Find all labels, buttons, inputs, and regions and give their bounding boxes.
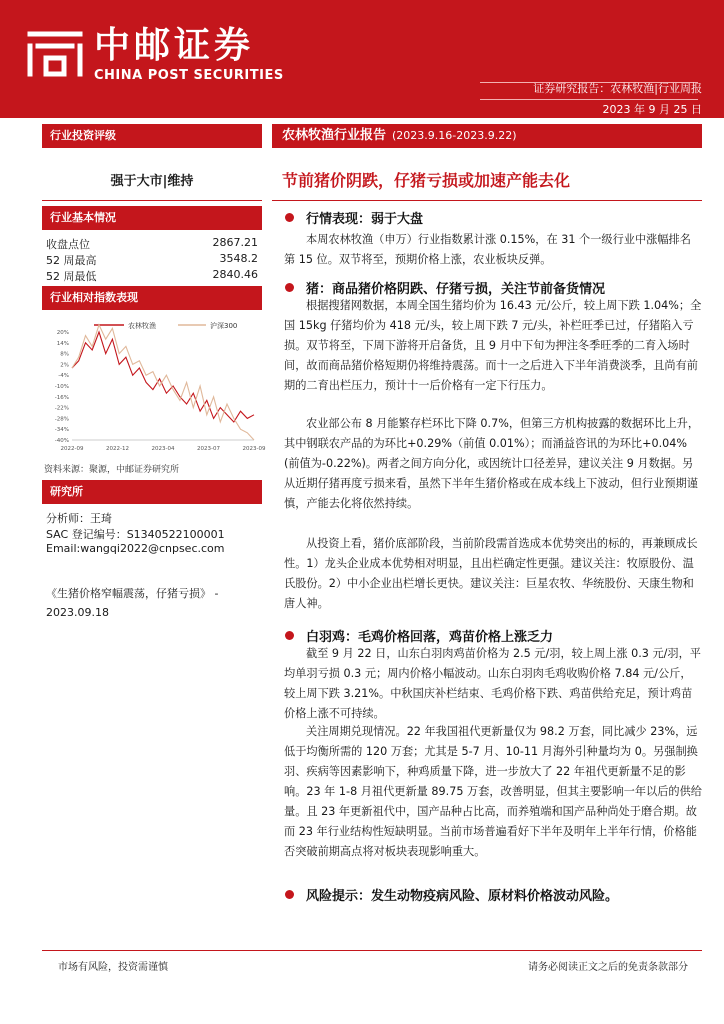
rating-value: 强于大市|维持 bbox=[110, 174, 194, 189]
footer-disclaimer-note: 请务必阅读正文之后的免责条款部分 bbox=[528, 962, 688, 973]
section-paragraph: 截至 9 月 22 日，山东白羽肉鸡苗价格为 2.5 元/羽，较上周上涨 0.3 元/羽，平均单羽亏损 0.3 元；周内价格小幅波动。山东白羽肉毛鸡收购价格 7.84 元/公斤，较上周下跌 3.21%。中秋国庆补栏结束、毛鸡价格下跌、鸡苗供给充足，预计鸡苗价格上涨不可持续。 bbox=[284, 647, 701, 720]
basics-row bbox=[46, 268, 258, 284]
report-title: 农林牧渔行业报告 bbox=[282, 128, 387, 143]
y-tick-label: -22% bbox=[54, 405, 69, 412]
china-post-logo-icon bbox=[24, 22, 86, 84]
section-bullet-icon bbox=[285, 631, 294, 640]
x-tick-label: 2023-09 bbox=[242, 446, 266, 452]
report-title-bar bbox=[272, 124, 702, 148]
section-paragraph: 关注周期兑现情况。22 年我国祖代更新量仅为 98.2 万套，同比减少 23%，远低于均衡所需的 120 万套；尤其是 5-7 月、10-11 月海外引种量均为 0。另强制换羽、疾病等因素影响下，种鸡质量下降，进一步放大了 22 年祖代更新量不足的影响。23 年 1-8 月祖代更新量 89.75 万套，改善明显，但其主要影响一年以后的供给量。且 23 年更新祖代中，国产品种占比高，而养殖端和国产品种尚处于磨合期。故而 23 年行业结构性短缺明显。当前市场普遍看好下半年及明年上半年行情，价格能否突破前期高点将对板块表现影响重大。 bbox=[284, 725, 702, 858]
headline-divider bbox=[272, 200, 702, 201]
y-tick-label: -4% bbox=[58, 373, 69, 380]
section-title-pig: 猪：商品猪价格阴跌、仔猪亏损，关注节前备货情况 bbox=[306, 282, 606, 297]
y-tick-label: -40% bbox=[54, 438, 69, 444]
chart-legend bbox=[94, 321, 237, 330]
x-tick-label: 2023-04 bbox=[151, 446, 175, 452]
x-tick-label: 2023-07 bbox=[197, 446, 220, 452]
research-section-title: 研究所 bbox=[42, 480, 262, 504]
section-title-market: 行情表现：弱于大盘 bbox=[306, 212, 424, 227]
basics-value: 2867.21 bbox=[212, 236, 258, 249]
report-range: (2023.9.16-2023.9.22) bbox=[392, 129, 517, 142]
y-tick-label: 14% bbox=[56, 340, 69, 347]
basics-value: 2840.46 bbox=[212, 268, 258, 281]
report-header bbox=[0, 0, 724, 118]
section-paragraph: 根据搜猪网数据，本周全国生猪均价为 16.43 元/公斤，较上周下跌 1.04%；全国 15kg 仔猪均价为 418 元/头，较上周下跌 7 元/头，补栏旺季已过，仔猪陷入亏损。双节将至，下周下游将开启备货，且 9 月中下旬为押注冬季旺季的二育入场时间，故而商品猪价格短期仍将维持震荡。而十一之后进入下半年消费淡季，且尚有前期的二育出栏压力，预计十一后价格有一定下行压力。 bbox=[284, 299, 702, 392]
chart-series bbox=[72, 325, 254, 440]
brand-name-cn: 中邮证券 bbox=[94, 25, 255, 66]
chart-source: 资料来源：聚源，中邮证券研究所 bbox=[44, 465, 180, 475]
section-title-broiler: 白羽鸡：毛鸡价格回落，鸡苗价格上涨乏力 bbox=[306, 630, 554, 645]
analyst-name: 分析师：王琦 bbox=[46, 512, 112, 525]
report-date: 2023 年 9 月 25 日 bbox=[602, 103, 702, 116]
y-tick-label: 8% bbox=[60, 351, 69, 358]
analyst-sac: SAC 登记编号：S1340522100001 bbox=[46, 528, 225, 541]
legend-label-hs300: 沪深300 bbox=[210, 322, 238, 330]
basics-label: 收盘点位 bbox=[46, 238, 90, 251]
section-divider bbox=[42, 200, 262, 201]
analyst-email[interactable]: Email:wangqi2022@cnpsec.com bbox=[46, 542, 225, 555]
footer-risk-note: 市场有风险，投资需谨慎 bbox=[58, 962, 168, 973]
x-tick-label: 2022-12 bbox=[106, 446, 129, 452]
chart-x-axis bbox=[61, 446, 266, 452]
y-tick-label: 2% bbox=[60, 362, 69, 369]
basics-label: 52 周最高 bbox=[46, 254, 97, 267]
section-title-risk: 风险提示：发生动物疫病风险、原材料价格波动风险。 bbox=[306, 889, 619, 904]
chart-y-axis bbox=[55, 330, 69, 444]
related-report[interactable]: 《生猪价格窄幅震荡，仔猪亏损》 - 2023.09.18 bbox=[46, 587, 219, 619]
brand-name-en: CHINA POST SECURITIES bbox=[94, 68, 284, 83]
footer-divider bbox=[42, 950, 702, 951]
series-line-hs300 bbox=[72, 325, 254, 440]
y-tick-label: -28% bbox=[54, 416, 69, 423]
section-paragraph: 农业部公布 8 月能繁存栏环比下降 0.7%，但第三方机构披露的数据环比上升，其中钢联农产品的为环比+0.29%（前值 0.01%）；而涌益咨讯的为环比+0.04%(前值为-0.22%)。两者之间方向分化，或因统计口径差异，建议关注 9 月数据。另从近期仔猪再度亏损来看，虽然下半年生猪价格或在成本线上下波动，但行业预期谨慎，产能去化将依然持续。 bbox=[284, 417, 700, 510]
section-paragraph: 从投资上看，猪价底部阶段，当前阶段需首选成本优势突出的标的，再兼顾成长性。1）龙头企业成本优势相对明显，且出栏确定性更强。建议关注：牧原股份、温氏股份。2）中小企业出栏增长更快。建议关注：巨星农牧、华统股份、天康生物和唐人神。 bbox=[284, 537, 698, 610]
section-bullet-icon bbox=[285, 890, 294, 899]
section-paragraph: 本周农林牧渔（申万）行业指数累计涨 0.15%，在 31 个一级行业中涨幅排名第 15 位。双节将至，预期价格上涨，农业板块反弹。 bbox=[284, 233, 691, 266]
x-tick-label: 2022-09 bbox=[60, 446, 84, 452]
basics-value: 3548.2 bbox=[219, 252, 258, 265]
relative-index-chart bbox=[42, 316, 266, 456]
section-bullet-icon bbox=[285, 213, 294, 222]
section-bullet-icon bbox=[285, 283, 294, 292]
series-line-agri bbox=[72, 332, 254, 422]
basics-section-title: 行业基本情况 bbox=[42, 206, 262, 230]
y-tick-label: -34% bbox=[54, 427, 69, 434]
basics-row bbox=[46, 252, 258, 268]
y-tick-label: 20% bbox=[56, 330, 69, 336]
report-type: 证券研究报告：农林牧渔|行业周报 bbox=[533, 82, 702, 95]
header-divider bbox=[480, 99, 698, 100]
y-tick-label: -10% bbox=[54, 384, 69, 390]
rating-section-title: 行业投资评级 bbox=[42, 124, 262, 148]
legend-label-agri: 农林牧渔 bbox=[128, 322, 156, 330]
chart-section-title: 行业相对指数表现 bbox=[42, 286, 262, 310]
basics-label: 52 周最低 bbox=[46, 270, 97, 283]
y-tick-label: -16% bbox=[54, 394, 69, 401]
basics-row bbox=[46, 236, 258, 252]
report-headline: 节前猪价阴跌，仔猪亏损或加速产能去化 bbox=[282, 171, 571, 190]
